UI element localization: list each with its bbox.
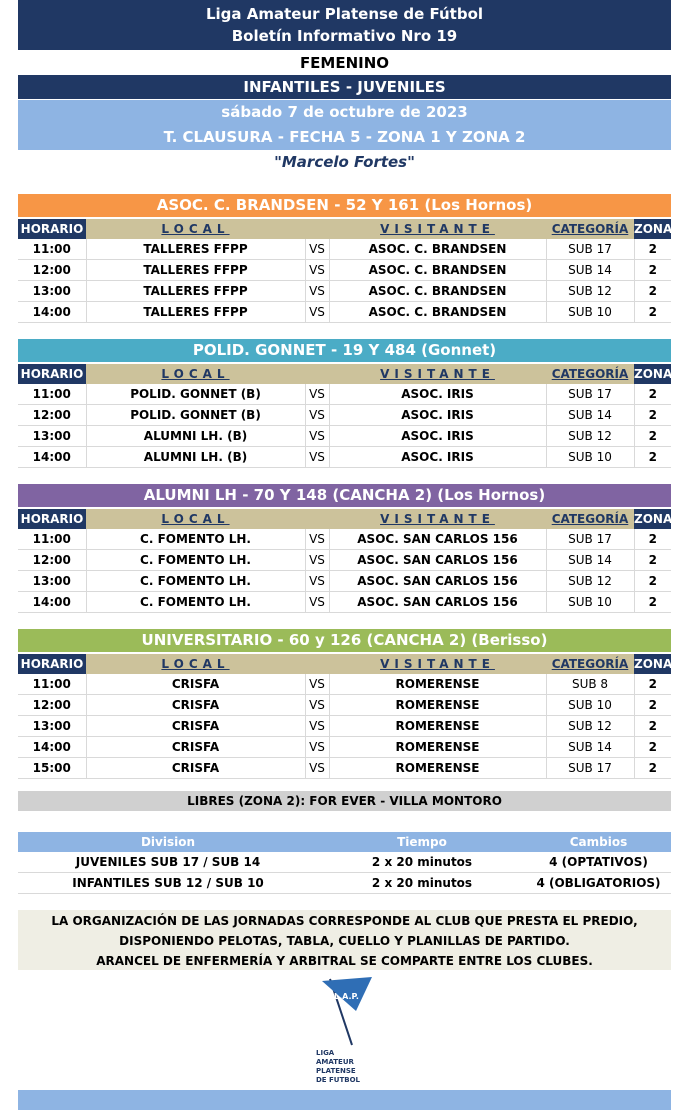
match-time: 12:00 [18, 260, 86, 281]
division-time: 2 x 20 minutos [318, 873, 526, 894]
logo-line: PLATENSE [316, 1067, 356, 1075]
match-time: 13:00 [18, 281, 86, 302]
match-time: 13:00 [18, 716, 86, 737]
visiting-team: ASOC. IRIS [329, 426, 546, 447]
local-team: ALUMNI LH. (B) [86, 426, 305, 447]
match-zone: 2 [634, 384, 671, 405]
match-category: SUB 14 [546, 737, 634, 758]
col-horario: HORARIO [18, 509, 86, 529]
vs-label: VS [305, 716, 329, 737]
col-spacer [305, 219, 329, 239]
header-cambios: Cambios [526, 832, 671, 852]
col-categoria: CATEGORÍA [546, 654, 634, 674]
venue-title: ALUMNI LH - 70 Y 148 (CANCHA 2) (Los Hornos) [18, 484, 671, 507]
match-category: SUB 10 [546, 302, 634, 323]
venue-title: ASOC. C. BRANDSEN - 52 Y 161 (Los Hornos) [18, 194, 671, 217]
local-team: CRISFA [86, 695, 305, 716]
local-team: CRISFA [86, 737, 305, 758]
col-spacer [305, 364, 329, 384]
venue-title: UNIVERSITARIO - 60 y 126 (CANCHA 2) (Berisso) [18, 629, 671, 652]
visiting-team: ASOC. SAN CARLOS 156 [329, 550, 546, 571]
match-category: SUB 14 [546, 405, 634, 426]
col-horario: HORARIO [18, 219, 86, 239]
division-changes: 4 (OPTATIVOS) [526, 852, 671, 873]
col-horario: HORARIO [18, 364, 86, 384]
match-zone: 2 [634, 529, 671, 550]
match-category: SUB 10 [546, 592, 634, 613]
col-spacer [305, 654, 329, 674]
match-zone: 2 [634, 716, 671, 737]
match-category: SUB 12 [546, 571, 634, 592]
col-visitante: VISITANTE [329, 364, 546, 384]
league-title [18, 0, 671, 50]
local-team: ALUMNI LH. (B) [86, 447, 305, 468]
visiting-team: ROMERENSE [329, 737, 546, 758]
match-row [18, 260, 671, 281]
vs-label: VS [305, 426, 329, 447]
division-row [18, 873, 671, 894]
visiting-team: ROMERENSE [329, 674, 546, 695]
match-time: 11:00 [18, 529, 86, 550]
flag-icon [312, 975, 382, 1085]
gender-category: FEMENINO [299, 54, 390, 72]
col-zona: ZONA [634, 509, 671, 529]
match-zone: 2 [634, 426, 671, 447]
match-category: SUB 8 [546, 674, 634, 695]
vs-label: VS [305, 302, 329, 323]
vs-label: VS [305, 239, 329, 260]
match-zone: 2 [634, 592, 671, 613]
division-changes: 4 (OBLIGATORIOS) [526, 873, 671, 894]
logo-line: DE FUTBOL [316, 1076, 361, 1084]
division-rules-table [18, 832, 671, 894]
local-team: TALLERES FFPP [86, 239, 305, 260]
match-category: SUB 14 [546, 550, 634, 571]
match-category: SUB 12 [546, 281, 634, 302]
match-zone: 2 [634, 674, 671, 695]
match-time: 11:00 [18, 239, 86, 260]
column-header-row [18, 509, 671, 529]
local-team: C. FOMENTO LH. [86, 592, 305, 613]
visiting-team: ASOC. SAN CARLOS 156 [329, 571, 546, 592]
local-team: C. FOMENTO LH. [86, 571, 305, 592]
match-category: SUB 17 [546, 384, 634, 405]
visiting-team: ROMERENSE [329, 716, 546, 737]
notice-line: DISPONIENDO PELOTAS, TABLA, CUELLO Y PLANILLAS DE PARTIDO. [119, 934, 570, 948]
header-tiempo: Tiempo [318, 832, 526, 852]
footer-band [18, 1090, 671, 1110]
match-date: sábado 7 de octubre de 2023 [18, 100, 671, 125]
match-time: 14:00 [18, 302, 86, 323]
match-zone: 2 [634, 281, 671, 302]
col-local: LOCAL [86, 219, 305, 239]
col-zona: ZONA [634, 654, 671, 674]
match-row [18, 592, 671, 613]
match-category: SUB 17 [546, 239, 634, 260]
match-row [18, 695, 671, 716]
column-header-row [18, 364, 671, 384]
venue-title: POLID. GONNET - 19 Y 484 (Gonnet) [18, 339, 671, 362]
visiting-team: ASOC. IRIS [329, 405, 546, 426]
logo-line: AMATEUR [316, 1058, 354, 1066]
match-row [18, 758, 671, 779]
match-category: SUB 10 [546, 447, 634, 468]
match-row [18, 550, 671, 571]
match-time: 15:00 [18, 758, 86, 779]
tournament-round: T. CLAUSURA - FECHA 5 - ZONA 1 Y ZONA 2 [18, 125, 671, 150]
match-zone: 2 [634, 550, 671, 571]
match-zone: 2 [634, 737, 671, 758]
match-time: 12:00 [18, 695, 86, 716]
match-zone: 2 [634, 695, 671, 716]
match-row [18, 737, 671, 758]
division-row [18, 852, 671, 873]
match-time: 12:00 [18, 550, 86, 571]
visiting-team: ASOC. IRIS [329, 384, 546, 405]
col-local: LOCAL [86, 364, 305, 384]
division-name: INFANTILES SUB 12 / SUB 10 [18, 873, 318, 894]
visiting-team: ASOC. C. BRANDSEN [329, 260, 546, 281]
vs-label: VS [305, 405, 329, 426]
match-zone: 2 [634, 758, 671, 779]
match-category: SUB 17 [546, 529, 634, 550]
vs-label: VS [305, 529, 329, 550]
col-horario: HORARIO [18, 654, 86, 674]
match-category: SUB 12 [546, 426, 634, 447]
visiting-team: ASOC. C. BRANDSEN [329, 302, 546, 323]
bulletin-number: Boletín Informativo Nro 19 [231, 27, 458, 45]
col-local: LOCAL [86, 509, 305, 529]
local-team: CRISFA [86, 716, 305, 737]
vs-label: VS [305, 260, 329, 281]
match-row [18, 447, 671, 468]
col-zona: ZONA [634, 364, 671, 384]
division-header-row [18, 832, 671, 852]
local-team: TALLERES FFPP [86, 260, 305, 281]
free-teams: LIBRES (ZONA 2): FOR EVER - VILLA MONTORO [18, 791, 671, 811]
local-team: C. FOMENTO LH. [86, 550, 305, 571]
match-time: 12:00 [18, 405, 86, 426]
local-team: TALLERES FFPP [86, 302, 305, 323]
visiting-team: ROMERENSE [329, 695, 546, 716]
col-categoria: CATEGORÍA [546, 219, 634, 239]
match-zone: 2 [634, 405, 671, 426]
match-time: 11:00 [18, 674, 86, 695]
match-row [18, 302, 671, 323]
col-visitante: VISITANTE [329, 654, 546, 674]
division-name: JUVENILES SUB 17 / SUB 14 [18, 852, 318, 873]
notice-line: ARANCEL DE ENFERMERÍA Y ARBITRAL SE COMPARTE ENTRE LOS CLUBES. [96, 954, 593, 968]
column-header-row [18, 654, 671, 674]
match-row [18, 716, 671, 737]
match-row [18, 281, 671, 302]
vs-label: VS [305, 384, 329, 405]
local-team: POLID. GONNET (B) [86, 405, 305, 426]
division-title: INFANTILES - JUVENILES [18, 75, 671, 99]
vs-label: VS [305, 447, 329, 468]
visiting-team: ASOC. SAN CARLOS 156 [329, 529, 546, 550]
local-team: POLID. GONNET (B) [86, 384, 305, 405]
league-name: Liga Amateur Platense de Fútbol [205, 5, 484, 23]
match-time: 13:00 [18, 426, 86, 447]
match-row [18, 529, 671, 550]
visiting-team: ASOC. IRIS [329, 447, 546, 468]
vs-label: VS [305, 571, 329, 592]
match-table [18, 219, 671, 323]
notice-line: LA ORGANIZACIÓN DE LAS JORNADAS CORRESPONDE AL CLUB QUE PRESTA EL PREDIO, [51, 914, 638, 928]
local-team: CRISFA [86, 758, 305, 779]
local-team: TALLERES FFPP [86, 281, 305, 302]
col-zona: ZONA [634, 219, 671, 239]
local-team: CRISFA [86, 674, 305, 695]
vs-label: VS [305, 550, 329, 571]
vs-label: VS [305, 737, 329, 758]
col-categoria: CATEGORÍA [546, 509, 634, 529]
match-category: SUB 12 [546, 716, 634, 737]
match-zone: 2 [634, 260, 671, 281]
match-zone: 2 [634, 571, 671, 592]
visiting-team: ASOC. C. BRANDSEN [329, 281, 546, 302]
vs-label: VS [305, 281, 329, 302]
column-header-row [18, 219, 671, 239]
match-row [18, 571, 671, 592]
match-time: 13:00 [18, 571, 86, 592]
visiting-team: ASOC. SAN CARLOS 156 [329, 592, 546, 613]
organization-notice [18, 910, 671, 970]
match-zone: 2 [634, 447, 671, 468]
flag-text: L.A.P. [334, 992, 359, 1001]
match-table [18, 509, 671, 613]
dedication: "Marcelo Fortes" [274, 153, 415, 171]
match-zone: 2 [634, 239, 671, 260]
vs-label: VS [305, 592, 329, 613]
match-table [18, 654, 671, 779]
match-row [18, 384, 671, 405]
match-time: 14:00 [18, 737, 86, 758]
col-spacer [305, 509, 329, 529]
local-team: C. FOMENTO LH. [86, 529, 305, 550]
match-time: 11:00 [18, 384, 86, 405]
visiting-team: ROMERENSE [329, 758, 546, 779]
col-local: LOCAL [86, 654, 305, 674]
match-row [18, 674, 671, 695]
match-time: 14:00 [18, 447, 86, 468]
match-table [18, 364, 671, 468]
vs-label: VS [305, 695, 329, 716]
match-row [18, 405, 671, 426]
col-visitante: VISITANTE [329, 219, 546, 239]
match-category: SUB 14 [546, 260, 634, 281]
division-time: 2 x 20 minutos [318, 852, 526, 873]
col-categoria: CATEGORÍA [546, 364, 634, 384]
match-zone: 2 [634, 302, 671, 323]
logo-line: LIGA [316, 1049, 335, 1057]
vs-label: VS [305, 674, 329, 695]
header-division: Division [18, 832, 318, 852]
match-row [18, 426, 671, 447]
col-visitante: VISITANTE [329, 509, 546, 529]
vs-label: VS [305, 758, 329, 779]
match-category: SUB 10 [546, 695, 634, 716]
visiting-team: ASOC. C. BRANDSEN [329, 239, 546, 260]
match-time: 14:00 [18, 592, 86, 613]
league-logo [312, 975, 382, 1085]
match-category: SUB 17 [546, 758, 634, 779]
match-row [18, 239, 671, 260]
